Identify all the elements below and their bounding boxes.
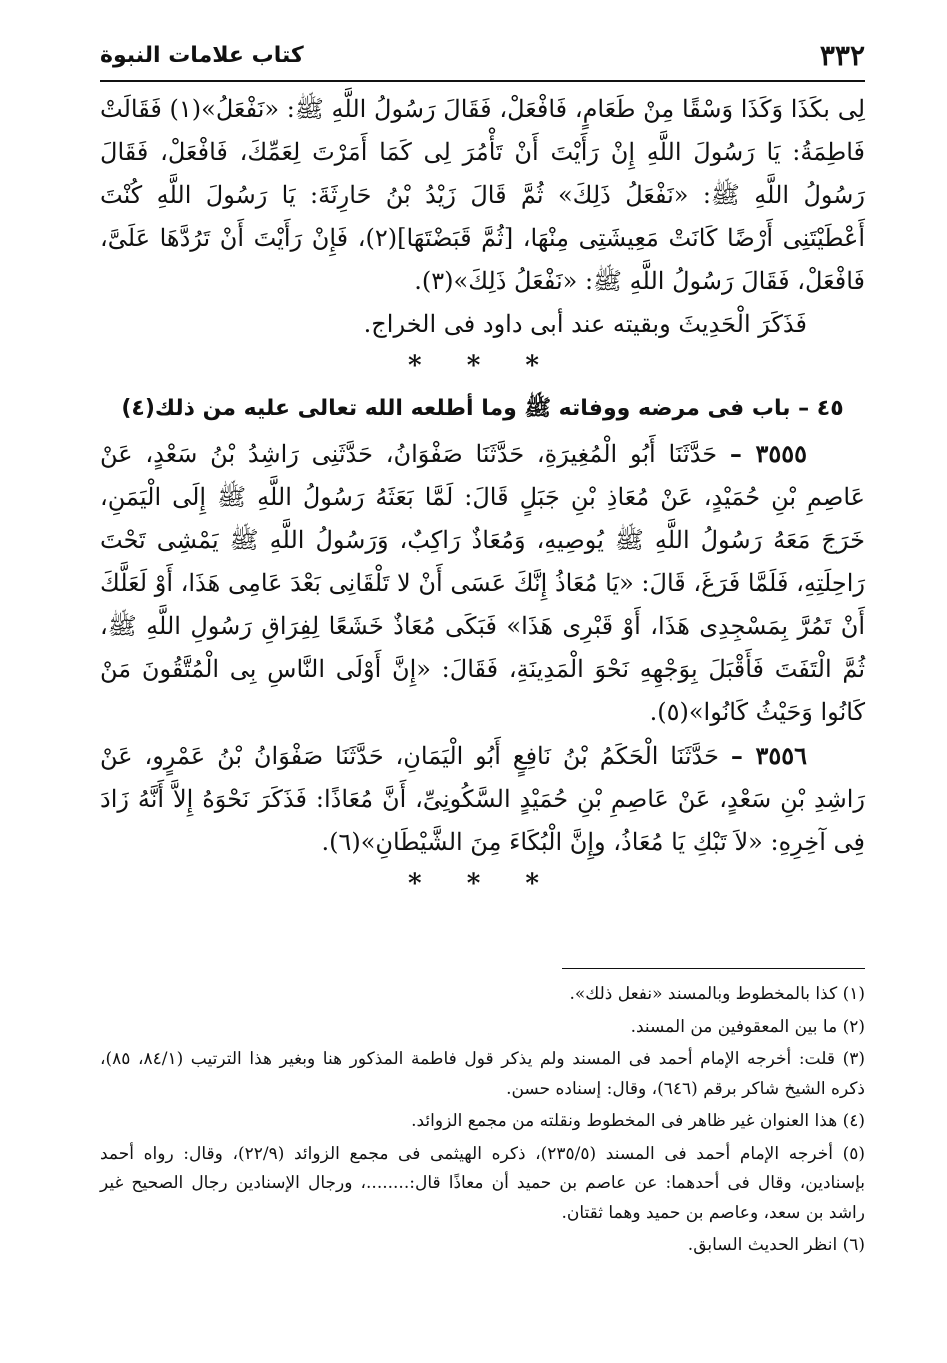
main-text xyxy=(100,88,865,904)
page-header xyxy=(100,38,865,78)
hadith-number: ٣٥٥٥ – xyxy=(729,439,807,468)
footnote-rule xyxy=(562,968,865,969)
footnote: (٢) ما بين المعقوفين من المسند. xyxy=(630,1016,865,1037)
paragraph: لِى بكَذَا وَكَذَا وَسْقًا مِنْ طَعَامٍ، فَافْعَلْ، فَقَالَ رَسُولُ اللَّهِ ﷺ: «نَفْعَلُ»(١) فَقَالَتْ فَاطِمَةُ: يَا رَسُولَ اللَّهِ إِنْ رَأَيْتَ أَنْ تَأْمُرَ لِى كَمَا أَمَرْتَ لِعَمِّكَ، فَافْعَلْ، فَقَالَ رَسُولُ اللَّهِ ﷺ: «نَفْعَلُ ذَلِكَ» ثُمَّ قَالَ زَيْدُ بْنُ حَارِثَةَ: يَا رَسُولَ اللَّهِ كُنْتَ أَعْطَيْتَنِى أَرْضًا كَانَتْ مَعِيشَتِى مِنْهَا، [ثُمَّ قَبَضْتَهَا](٢)، فَإِنْ رَأَيْتَ أَنْ تَرُدَّهَا عَلَىَّ، فَافْعَلْ، فَقَالَ رَسُولُ اللَّهِ ﷺ: «نَفْعَلُ ذَلِكَ»(٣). xyxy=(100,95,866,295)
hadith-text: حَدَّثَنَا أَبُو الْمُغِيرَةِ، حَدَّثَنَا صَفْوَانُ، حَدَّثَنِى رَاشِدُ بْنُ سَعْدٍ، عَنْ عَاصِمِ بْنِ حُمَيْدٍ، عَنْ مُعَاذِ بْنِ جَبَلٍ قَالَ: لَمَّا بَعَثَهُ رَسُولُ اللَّهِ ﷺ إِلَى الْيَمَنِ، خَرَجَ مَعَهُ رَسُولُ اللَّهِ ﷺ يُوصِيهِ، وَمُعَاذٌ رَاكِبٌ، وَرَسُولُ اللَّهِ ﷺ يَمْشِى تَحْتَ رَاحِلَتِهِ، فَلَمَّا فَرَغَ، قَالَ: «يَا مُعَاذُ إِنَّكَ عَسَى أَنْ لا تَلْقَانِى بَعْدَ عَامِى هَذَا، أَوْ لَعَلَّكَ أَنْ تَمُرَّ بِمَسْجِدِى هَذَا، أَوْ قَبْرِى هَذَا» فَبَكَى مُعَاذٌ خَشَعًا لِفِرَاقِ رَسُولِ اللَّهِ ﷺ، ثُمَّ الْتَفَتَ فَأَقْبَلَ بِوَجْهِهِ نَحْوَ الْمَدِينَةِ، فَقَالَ: «إِنَّ أَوْلَى النَّاسِ بِى الْمُتَّقُونَ مَنْ كَانُوا وَحَيْثُ كَانُوا»(٥). xyxy=(100,440,865,726)
header-rule xyxy=(100,80,865,82)
hadith-text: حَدَّثَنَا الْحَكَمُ بْنُ نَافِعٍ أَبُو الْيَمَانِ، حَدَّثَنَا صَفْوَانُ بْنُ عَمْرٍو، عَنْ رَاشِدِ بْنِ سَعْدٍ، عَنْ عَاصِمِ بْنِ حُمَيْدٍ السَّكُونِىِّ، أَنَّ مُعَاذًا: فَذَكَرَ نَحْوَهُ إِلاَّ أَنَّهُ زَادَ فِى آخِرِهِ: «لاَ تَبْكِ يَا مُعَاذُ، وإِنَّ الْبُكَاءَ مِنَ الشَّيْطَانِ»(٦). xyxy=(100,742,865,856)
section-separator: * * * xyxy=(408,351,557,381)
footnote: (٦) انظر الحديث السابق. xyxy=(687,1235,865,1255)
paragraph: فَذَكَرَ الْحَدِيثَ وبقيته عند أبى داود فى الخراج. xyxy=(363,310,807,338)
section-separator: * * * xyxy=(408,869,557,899)
hadith-entry xyxy=(100,734,865,864)
chapter-heading: ٤٥ – باب فى مرضه ووفاته ﷺ وما أطلعه الله تعالى عليه من ذلك(٤) xyxy=(121,396,844,421)
footnotes xyxy=(100,980,865,1264)
footnote: (٤) هذا العنوان غير ظاهر فى المخطوط ونقلته من مجمع الزوائد. xyxy=(411,1111,865,1131)
running-title: كتاب علامات النبوة xyxy=(100,43,304,68)
footnote: (٣) قلت: أخرجه الإمام أحمد فى المسند ولم يذكر قول فاطمة المذكور هنا وبغير هذا الترتيب (٨٤/١، ٨٥)، ذكره الشيخ شاكر برقم (٦٤٦)، وقال: إسناده حسن. xyxy=(100,1049,865,1099)
footnote: (١) كذا بالمخطوط وبالمسند «نفعل ذلك». xyxy=(569,984,865,1004)
footnote: (٥) أخرجه الإمام أحمد فى المسند (٢٣٥/٥)، ذكره الهيثمى فى مجمع الزوائد (٢٢/٩)، وقال: رواه أحمد بإسنادين، وقال فى أحدهما: عن عاصم بن حميد أن معاذًا قال:........، ورجال الإسنادين رجال الصحيح غير راشد بن سعد، وعاصم بن حميد وهما ثقتان. xyxy=(100,1143,865,1223)
hadith-number: ٣٥٥٦ – xyxy=(730,741,808,770)
hadith-entry xyxy=(100,432,865,734)
page-number: ٣٣٢ xyxy=(819,39,865,72)
